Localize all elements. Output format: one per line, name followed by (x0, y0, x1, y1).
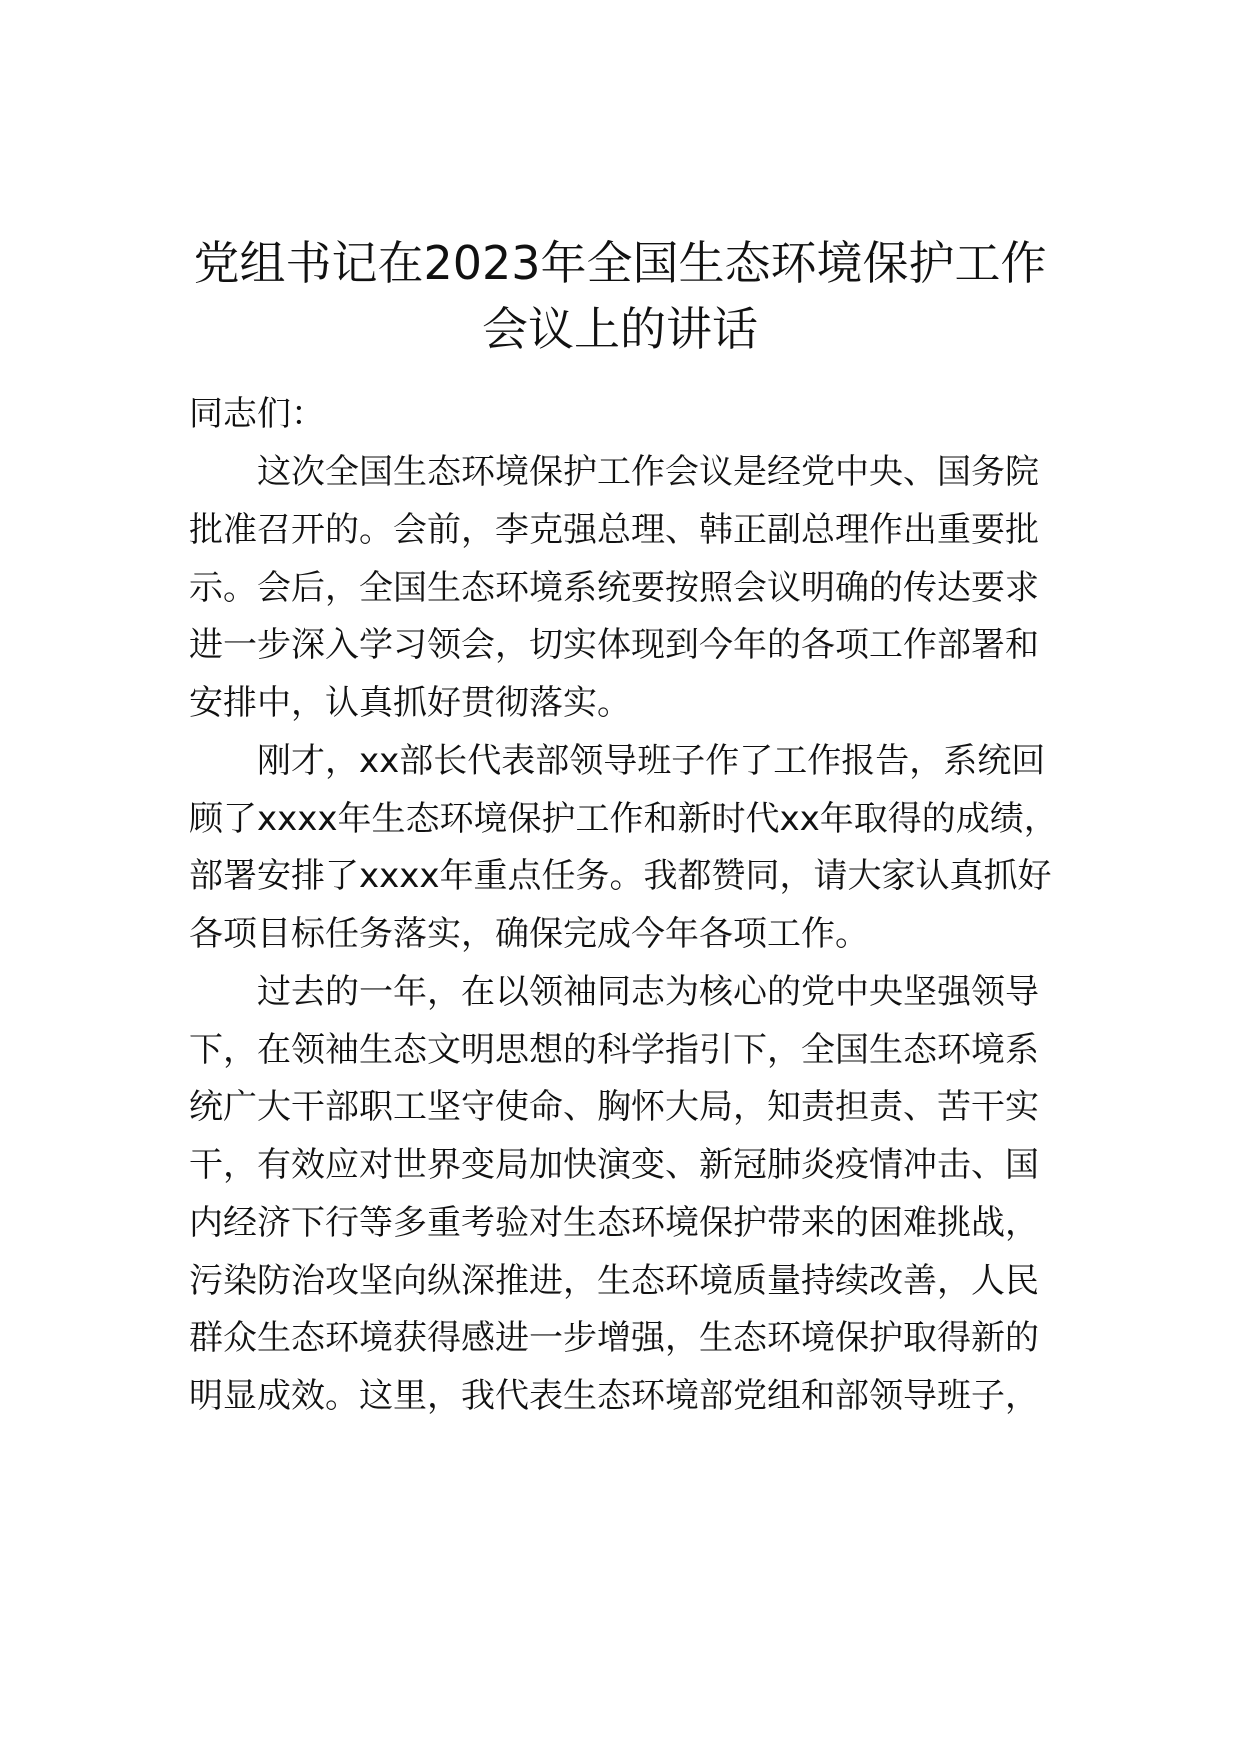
body-line: 下，在领袖生态文明思想的科学指引下，全国生态环境系 (189, 1030, 1039, 1070)
body-line: 过去的一年，在以领袖同志为核心的党中央坚强领导 (189, 972, 1039, 1012)
body-line: 安排中，认真抓好贯彻落实。 (189, 683, 631, 723)
body-line: 进一步深入学习领会，切实体现到今年的各项工作部署和 (189, 625, 1039, 665)
body-line: 刚才，xx部长代表部领导班子作了工作报告，系统回 (189, 741, 1046, 781)
body-line: 示。会后，全国生态环境系统要按照会议明确的传达要求 (189, 568, 1039, 608)
body-line: 污染防治攻坚向纵深推进，生态环境质量持续改善，人民 (189, 1261, 1039, 1301)
body-line: 各项目标任务落实，确保完成今年各项工作。 (189, 914, 869, 954)
body-line: 统广大干部职工坚守使命、胸怀大局，知责担责、苦干实 (189, 1087, 1039, 1127)
body-line: 内经济下行等多重考验对生态环境保护带来的困难挑战， (189, 1203, 1039, 1243)
body-line: 批准召开的。会前，李克强总理、韩正副总理作出重要批 (189, 510, 1039, 550)
document-title-line-2: 会议上的讲话 (482, 302, 758, 356)
body-line: 明显成效。这里，我代表生态环境部党组和部领导班子， (189, 1376, 1039, 1416)
body-line: 顾了xxxx年生态环境保护工作和新时代xx年取得的成绩， (189, 799, 1058, 839)
body-line: 这次全国生态环境保护工作会议是经党中央、国务院 (189, 452, 1039, 492)
body-line: 干，有效应对世界变局加快演变、新冠肺炎疫情冲击、国 (189, 1145, 1039, 1185)
salutation: 同志们： (189, 394, 325, 434)
document-title-line-1: 党组书记在2023年全国生态环境保护工作 (193, 236, 1047, 290)
body-line: 群众生态环境获得感进一步增强，生态环境保护取得新的 (189, 1318, 1039, 1358)
body-line: 部署安排了xxxx年重点任务。我都赞同，请大家认真抓好 (189, 856, 1052, 896)
